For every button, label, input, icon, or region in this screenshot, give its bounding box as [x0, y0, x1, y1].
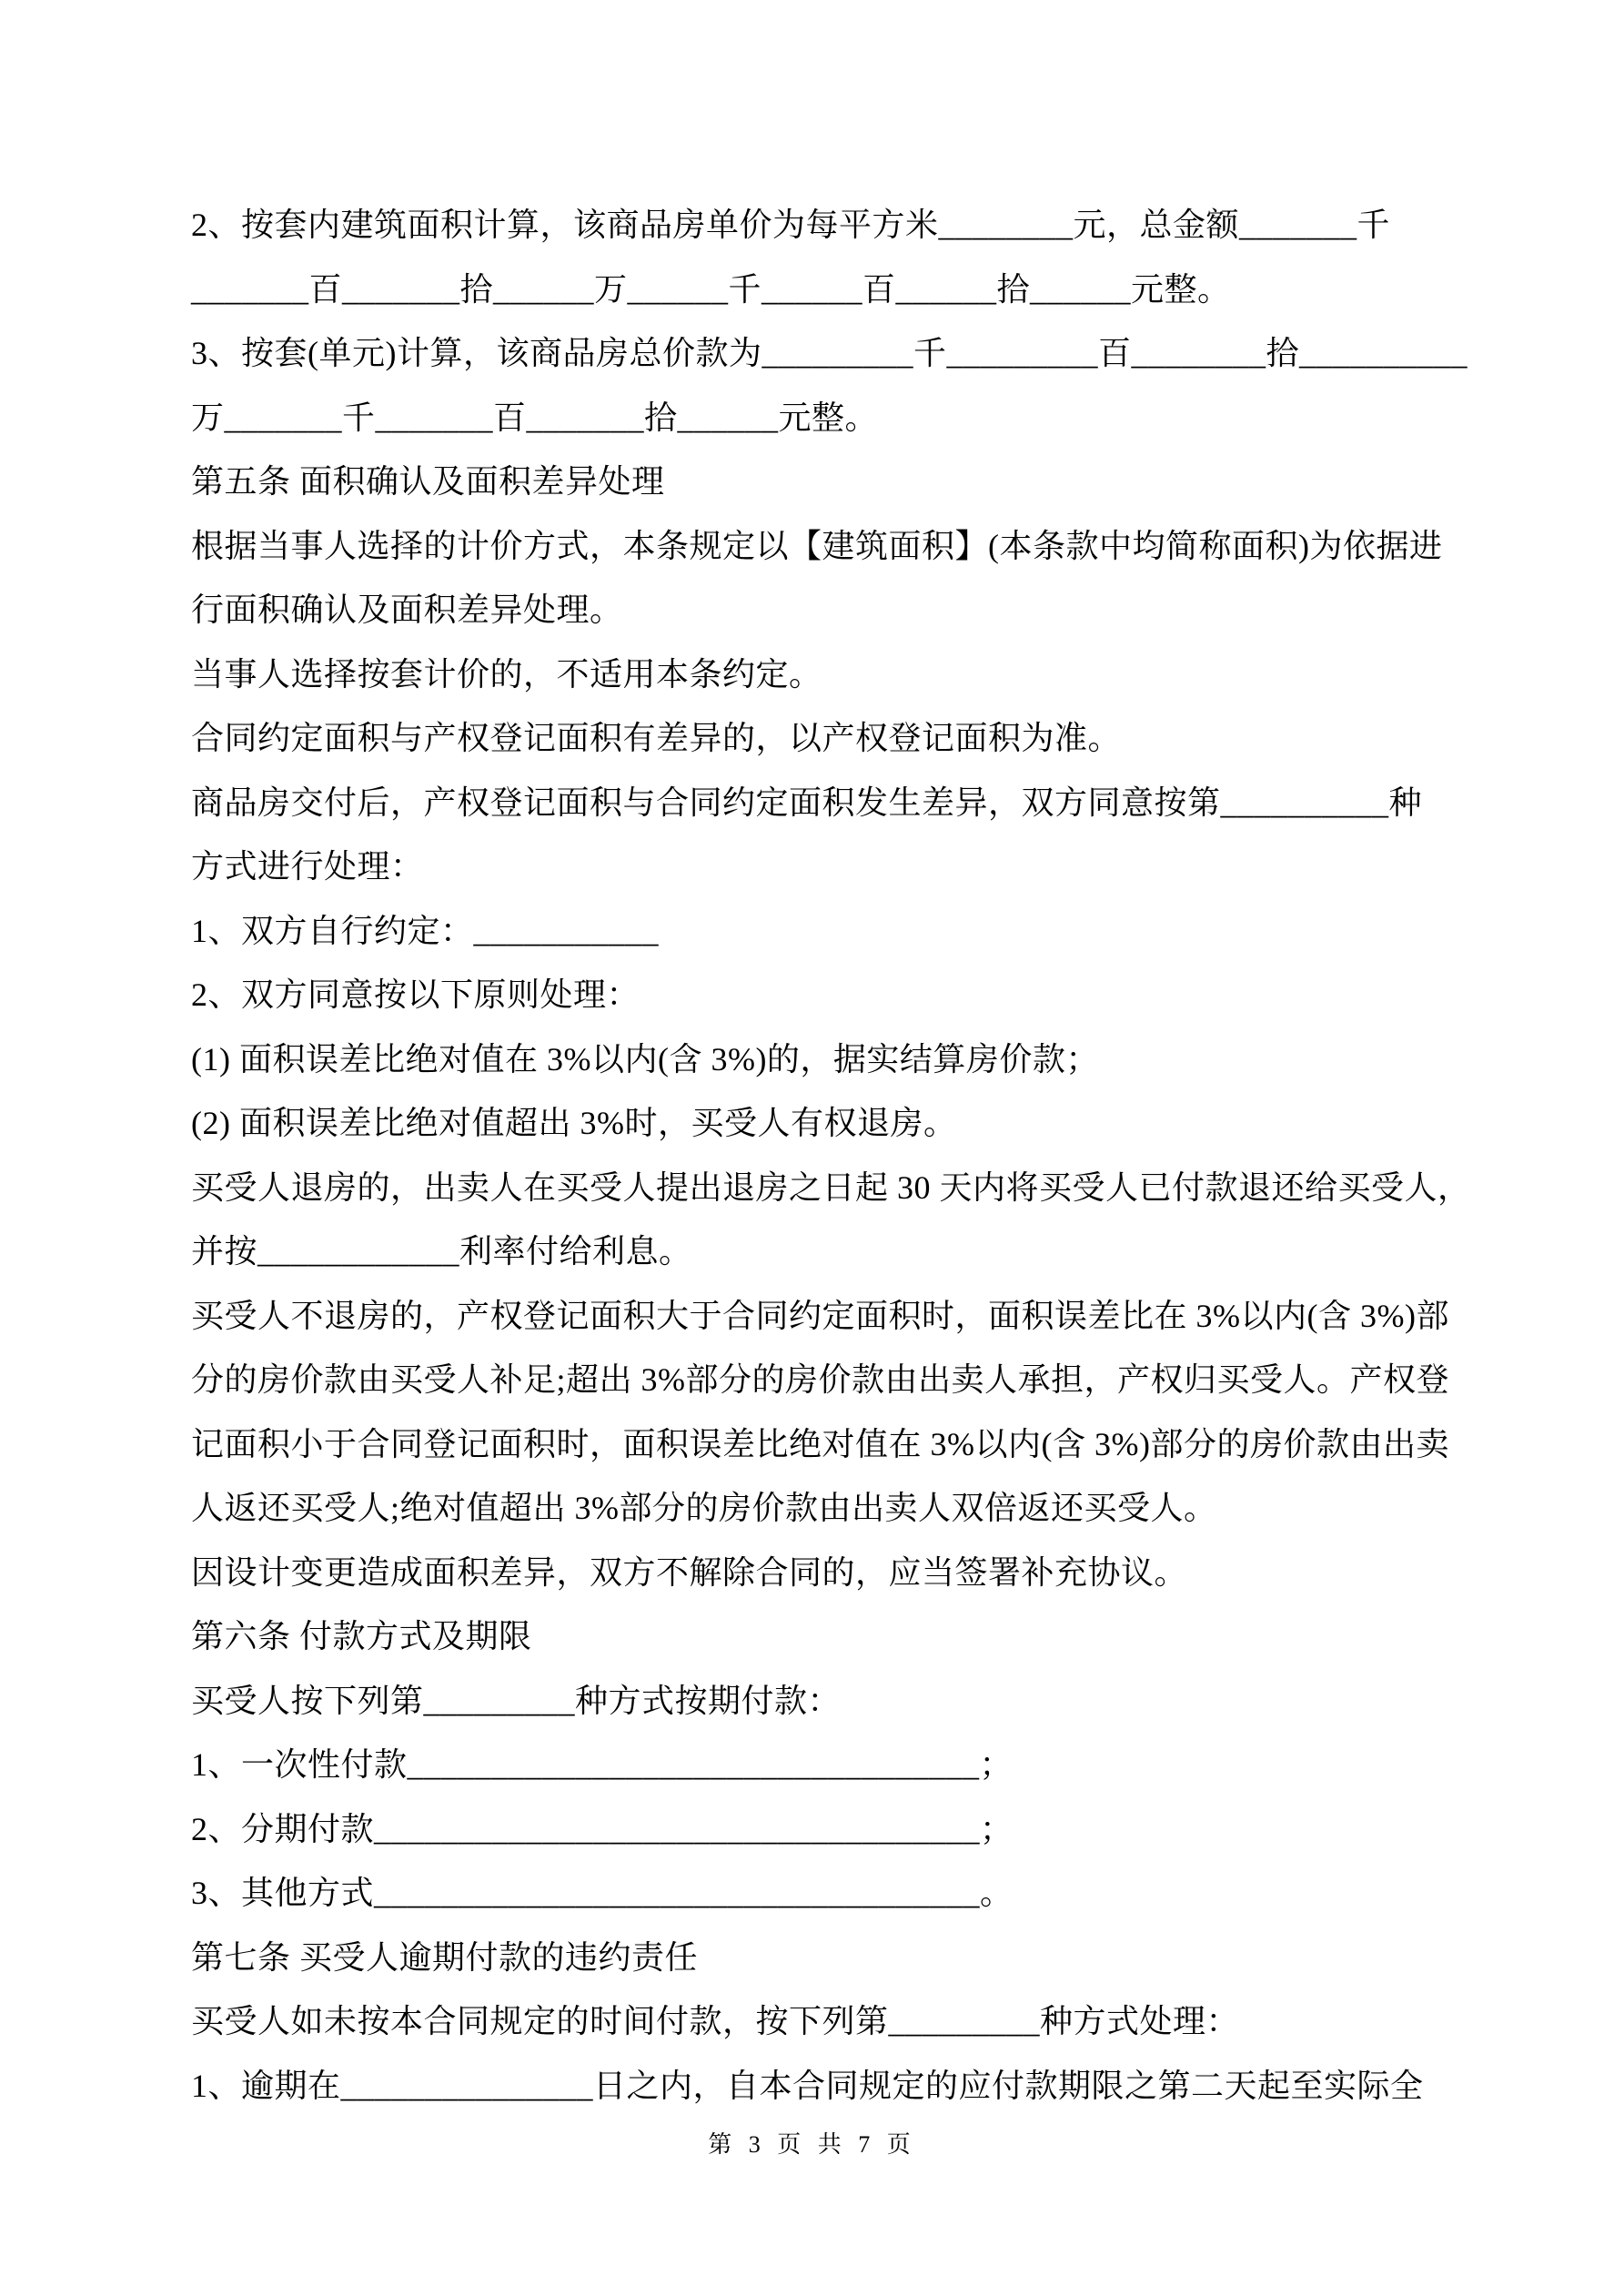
- document-line: (2) 面积误差比绝对值超出 3%时，买受人有权退房。: [191, 1105, 957, 1141]
- document-line: 1、一次性付款__________________________________；: [191, 1746, 1014, 1783]
- document-line: 3、其他方式____________________________________。: [191, 1875, 1014, 1911]
- document-line: 买受人退房的，出卖人在买受人提出退房之日起 30 天内将买受人已付款退还给买受人，: [191, 1168, 1471, 1206]
- document-line: 因设计变更造成面积差异，双方不解除合同的，应当签署补充协议。: [191, 1553, 1188, 1591]
- document-line: 买受人不退房的，产权登记面积大于合同约定面积时，面积误差比在 3%以内(含 3%)部: [191, 1297, 1449, 1334]
- clause-heading: 第七条 买受人逾期付款的违约责任: [191, 1938, 699, 1976]
- contract-body: [191, 193, 1519, 2118]
- document-line: 2、分期付款____________________________________；: [191, 1810, 1014, 1847]
- document-line: 根据当事人选择的计价方式，本条规定以【建筑面积】(本条款中均简称面积)为依据进: [191, 527, 1443, 564]
- document-line: _______百_______拾______万______千______百______拾______元整。: [191, 270, 1231, 308]
- document-line: 1、双方自行约定：___________: [191, 912, 660, 949]
- document-line: 2、双方同意按以下原则处理：: [191, 976, 641, 1013]
- document-line: 买受人如未按本合同规定的时间付款，按下列第_________种方式处理：: [191, 2003, 1240, 2039]
- document-line: 买受人按下列第_________种方式按期付款：: [191, 1682, 842, 1719]
- document-line: 方式进行处理：: [191, 848, 424, 885]
- document-line: 商品房交付后，产权登记面积与合同约定面积发生差异，双方同意按第__________种: [191, 784, 1423, 821]
- clause-heading: 第六条 付款方式及期限: [191, 1618, 532, 1654]
- document-line: 当事人选择按套计价的，不适用本条约定。: [191, 655, 822, 693]
- document-line: 1、逾期在_______________日之内，自本合同规定的应付款期限之第二天起至实际全: [191, 2067, 1424, 2104]
- document-line: 合同约定面积与产权登记面积有差异的，以产权登记面积为准。: [191, 720, 1122, 756]
- document-line: 2、按套内建筑面积计算，该商品房单价为每平方米________元，总金额_______千: [191, 207, 1391, 243]
- document-line: 3、按套(单元)计算，该商品房总价款为_________千_________百________拾__________: [191, 335, 1468, 371]
- clause-heading: 第五条 面积确认及面积差异处理: [191, 463, 665, 500]
- document-line: 并按____________利率付给利息。: [191, 1233, 692, 1269]
- page-footer: [0, 2126, 1624, 2159]
- document-line: (1) 面积误差比绝对值在 3%以内(含 3%)的，据实结算房价款；: [191, 1040, 1099, 1077]
- document-line: 行面积确认及面积差异处理。: [191, 592, 623, 628]
- document-line: 记面积小于合同登记面积时，面积误差比绝对值在 3%以内(含 3%)部分的房价款由出卖: [191, 1425, 1449, 1462]
- page-number: 第 3 页 共 7 页: [708, 2131, 916, 2158]
- document-line: 人返还买受人;绝对值超出 3%部分的房价款由出卖人双倍返还买受人。: [191, 1490, 1217, 1526]
- document-line: 分的房价款由买受人补足;超出 3%部分的房价款由出卖人承担，产权归买受人。产权登: [191, 1361, 1449, 1398]
- document-line: 万_______千_______百_______拾______元整。: [191, 399, 879, 436]
